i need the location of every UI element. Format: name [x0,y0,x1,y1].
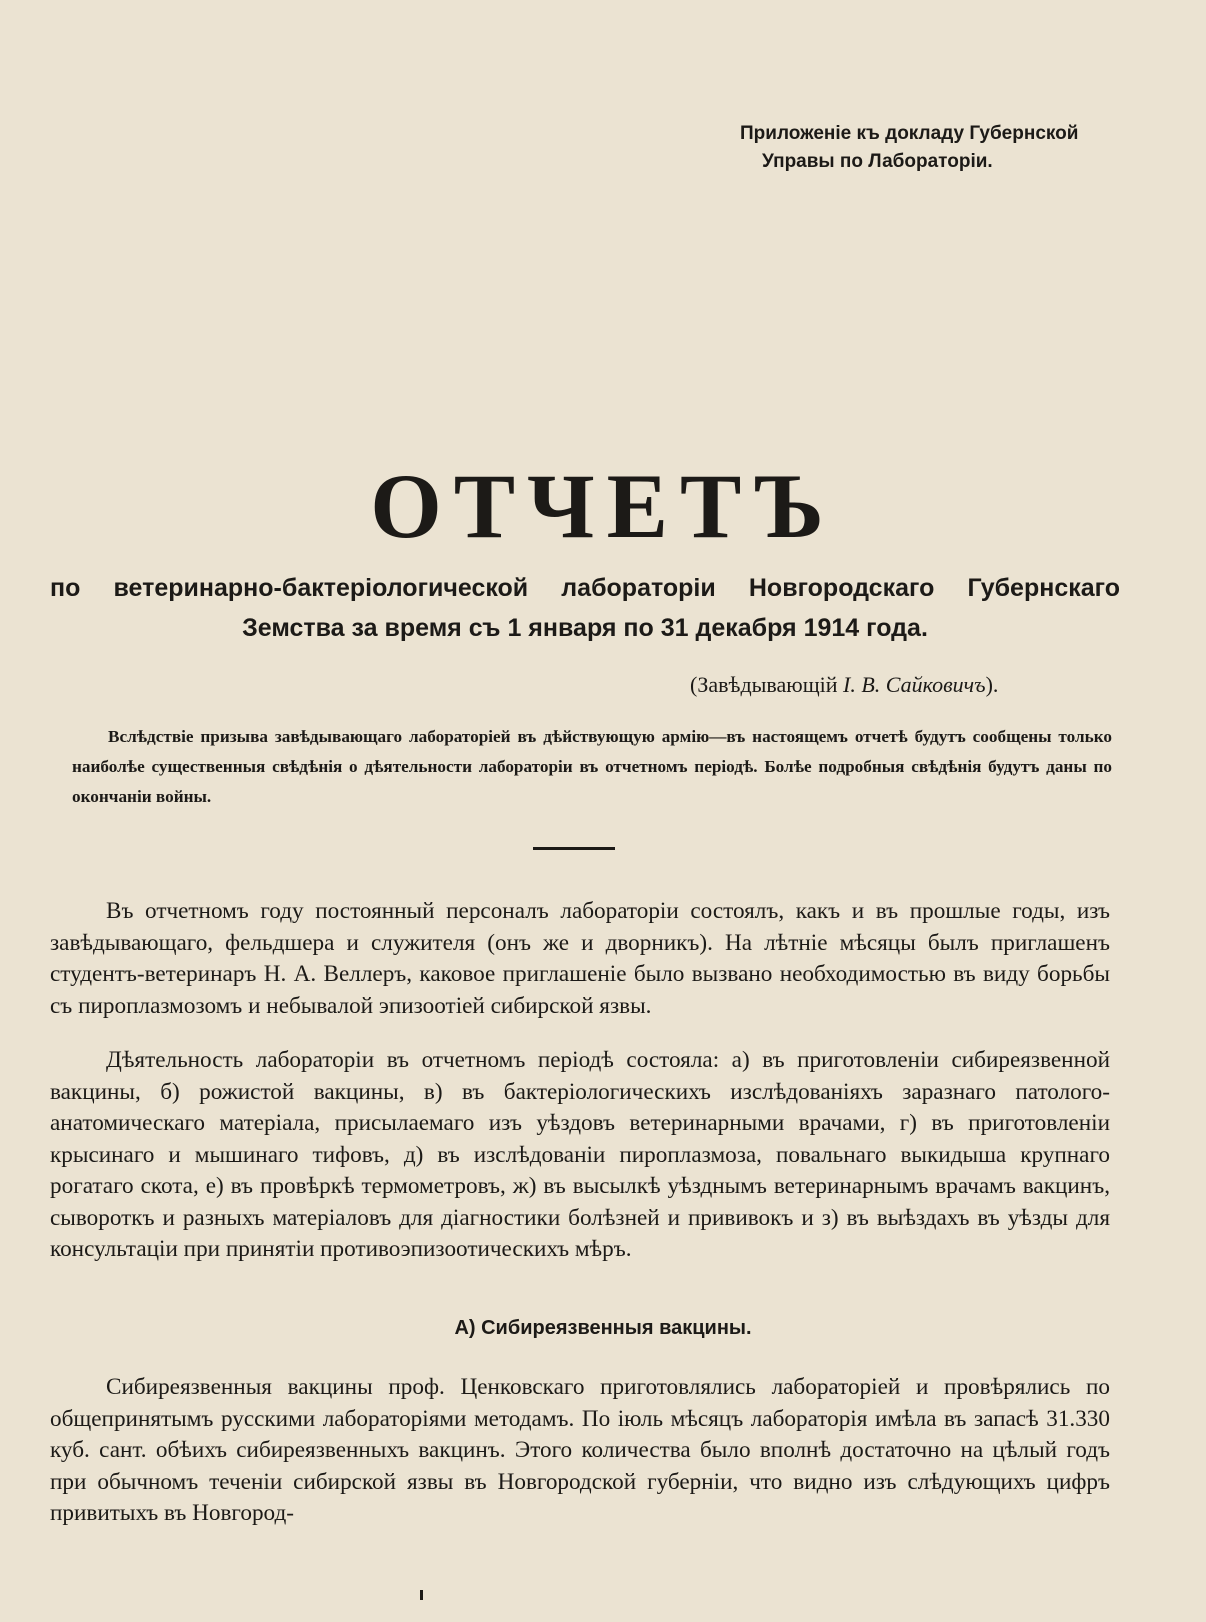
report-subtitle [50,568,1120,648]
director-prefix: (Завѣдывающій [690,672,838,697]
appendix-line-2: Управы по Лабораторіи. [762,151,993,172]
subtitle-line-1: по ветеринарно-бактеріологической лабораторіи Новгородскаго Губернскаго [50,574,1120,602]
director-suffix: ). [985,672,999,697]
director-name: І. В. Сайковичъ [843,672,986,697]
director-credit [690,670,1090,700]
section-heading-anthrax-vaccines: А) Сибиреязвенныя вакцины. [454,1317,752,1339]
appendix-note [740,120,1140,176]
wartime-note: Вслѣдствіе призыва завѣдывающаго лабораторіей въ дѣйствующую армію—въ настоящемъ отчетѣ будутъ сообщены только наиболѣе существенныя свѣдѣнія о дѣятельности лабораторіи въ отчетномъ періодѣ. Болѣе подробныя свѣдѣнія будутъ даны по окончаніи войны. [72,727,1112,806]
paragraph-activities: Дѣятельность лабораторіи въ отчетномъ періодѣ состояла: а) въ приготовленіи сибиреязвенной вакцины, б) рожистой вакцины, в) въ бактеріологическихъ изслѣдованіяхъ заразнаго патолого-анатомическаго матеріала, присылаемаго изъ уѣздовъ ветеринарными врачами, г) въ приготовленіи крысинаго и мышинаго тифовъ, д) въ изслѣдованіи пироплазмоза, повальнаго выкидыша крупнаго рогатаго скота, е) въ провѣркѣ термометровъ, ж) въ высылкѣ уѣзднымъ ветеринарнымъ врачамъ вакцинъ, сывороткъ и разныхъ матеріаловъ для діагностики болѣзней и прививокъ и з) въ выѣздахъ въ уѣзды для консультаціи при принятіи противоэпизоотическихъ мѣръ. [50,1047,1110,1262]
report-title: ОТЧЕТЪ [370,455,836,557]
paragraph-staff: Въ отчетномъ году постоянный персоналъ лабораторіи состоялъ, какъ и въ прошлые годы, изъ завѣдывающаго, фельдшера и служителя (онъ же и дворникъ). На лѣтніе мѣсяцы былъ приглашенъ студентъ-ветеринаръ Н. А. Веллеръ, каковое приглашеніе было вызвано необходимостью въ виду борьбы съ пироплазмозомъ и небывалой эпизоотіей сибирской язвы. [50,898,1110,1019]
subtitle-line-2: Земства за время съ 1 января по 31 декабря 1914 года. [242,614,928,642]
section-divider [533,847,615,850]
paragraph-anthrax-vaccines: Сибиреязвенныя вакцины проф. Ценковскаго приготовлялись лабораторіей и провѣрялись по общепринятымъ русскими лабораторіями методамъ. По іюль мѣсяцъ лабораторія имѣла въ запасѣ 31.330 куб. сант. обѣихъ сибиреязвенныхъ вакцинъ. Этого количества было вполнѣ достаточно на цѣлый годъ при обычномъ теченіи сибирской язвы въ Новгородской губерніи, что видно изъ слѣдующихъ цифръ привитыхъ въ Новгород- [50,1374,1110,1526]
print-mark [420,1590,423,1600]
appendix-line-1: Приложеніе къ докладу Губернской [740,123,1079,144]
